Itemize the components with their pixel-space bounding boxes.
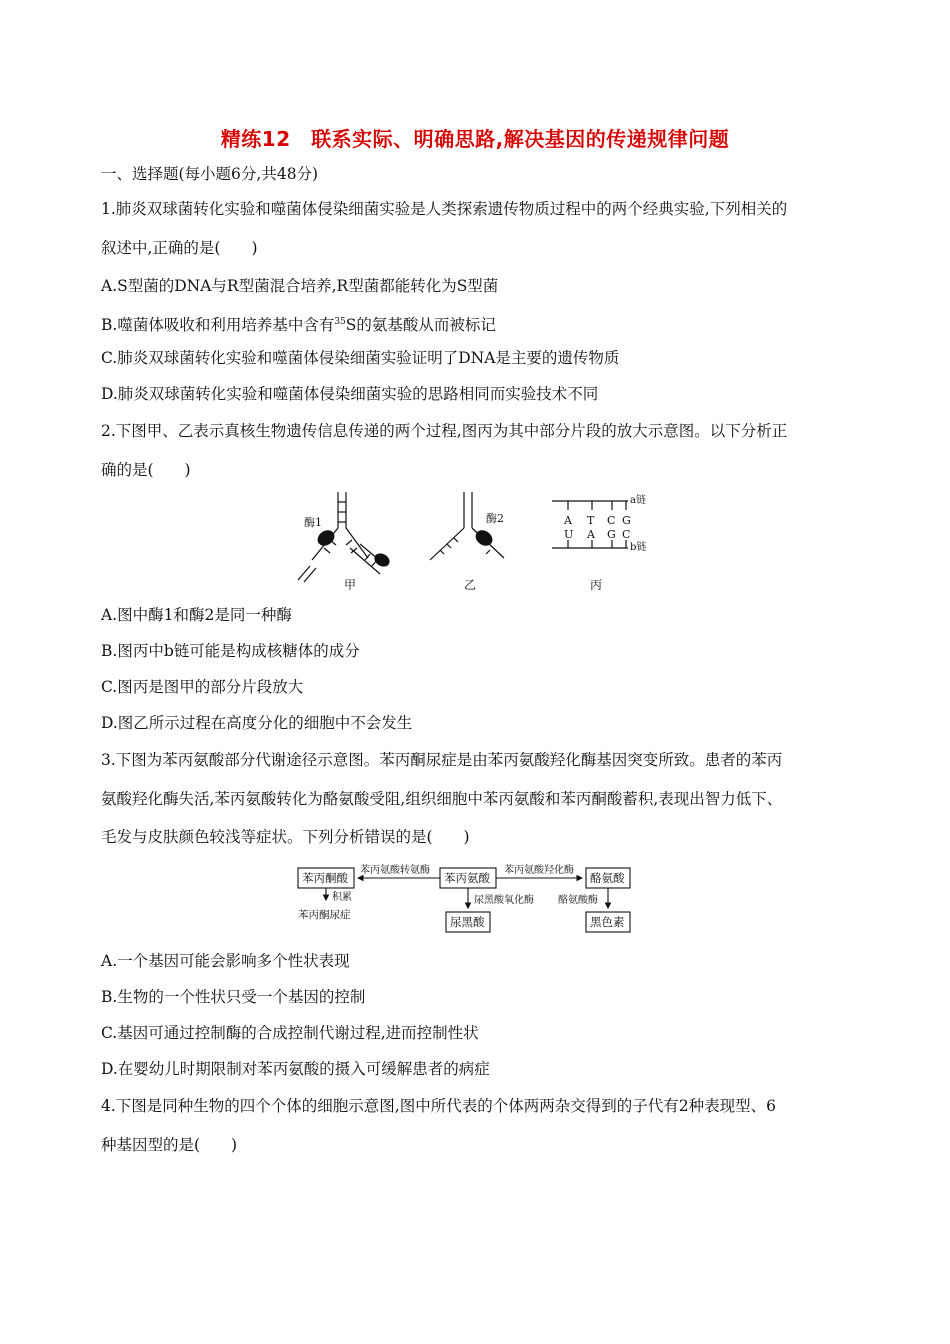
page-title: 精练12 联系实际、明确思路,解决基因的传递规律问题 (220, 127, 730, 151)
section-heading: 一、选择题(每小题6分,共48分) (101, 165, 319, 183)
label-accumulate: 积累 (332, 892, 352, 903)
q1-option-b-sup: 35 (334, 317, 346, 327)
label-yi: 乙 (464, 578, 477, 592)
base-bottom-4: C (622, 528, 631, 541)
q1-stem-line2: 叙述中,正确的是( ) (101, 239, 258, 257)
label-tyrosinase: 酪氨酸酶 (558, 895, 598, 906)
q3-option-a: A.一个基因可能会影响多个性状表现 (101, 952, 350, 970)
base-bottom-3: G (607, 528, 616, 541)
label-transaminase: 苯丙氨酸转氨酶 (360, 865, 430, 876)
q3-option-d: D.在婴幼儿时期限制对苯丙氨酸的摄入可缓解患者的病症 (101, 1060, 490, 1078)
q1-option-b-pre: B.噬菌体吸收和利用培养基中含有 (101, 316, 335, 335)
enzyme2-shape (473, 527, 496, 549)
panel-jia (298, 492, 384, 582)
node-phenylpyruvate: 苯丙酮酸 (302, 871, 348, 885)
q3-option-b: B.生物的一个性状只受一个基因的控制 (101, 988, 366, 1006)
q1-option-b-post: S的氨基酸从而被标记 (345, 316, 496, 335)
q1-option-d: D.肺炎双球菌转化实验和噬菌体侵染细菌实验的思路相同而实验技术不同 (101, 385, 599, 403)
enzyme1-shape (315, 527, 338, 549)
q2-option-c: C.图丙是图甲的部分片段放大 (101, 678, 304, 696)
q1-option-a: A.S型菌的DNA与R型菌混合培养,R型菌都能转化为S型菌 (101, 277, 499, 295)
label-jia: 甲 (344, 578, 357, 592)
label-hga-oxidase: 尿黑酸氧化酶 (474, 895, 534, 906)
q2-option-b: B.图丙中b链可能是构成核糖体的成分 (101, 642, 360, 660)
a-chain-label: a链 (630, 495, 646, 506)
b-chain-label: b链 (630, 542, 647, 553)
node-homogentisate: 尿黑酸 (450, 915, 485, 929)
q2-stem-line2: 确的是( ) (101, 461, 191, 479)
q4-stem-line2: 种基因型的是( ) (101, 1136, 238, 1154)
q1-option-c: C.肺炎双球菌转化实验和噬菌体侵染细菌实验证明了DNA是主要的遗传物质 (101, 349, 620, 367)
label-hydroxylase: 苯丙氨酸羟化酶 (504, 865, 574, 876)
q3-option-c: C.基因可通过控制酶的合成控制代谢过程,进而控制性状 (101, 1024, 479, 1042)
enzyme2-label: 酶2 (486, 512, 504, 525)
q4-stem-line1: 4.下图是同种生物的四个个体的细胞示意图,图中所代表的个体两两杂交得到的子代有2种表现型、6 (101, 1097, 776, 1115)
node-melanin: 黑色素 (590, 915, 625, 929)
base-top-2: T (587, 514, 595, 527)
base-top-4: G (622, 514, 631, 527)
q3-stem-line3: 毛发与皮肤颜色较浅等症状。下列分析错误的是( ) (101, 828, 470, 846)
node-tyrosine: 酪氨酸 (590, 871, 625, 885)
q1-option-b (101, 312, 861, 335)
base-bottom-2: A (587, 528, 595, 541)
q3-stem-line2: 氨酸羟化酶失活,苯丙氨酸转化为酪氨酸受阻,组织细胞中苯丙氨酸和苯丙酮酸蓄积,表现出智力低下、 (101, 790, 783, 808)
q2-stem-line1: 2.下图甲、乙表示真核生物遗传信息传递的两个过程,图丙为其中部分片段的放大示意图。以下分析正 (101, 422, 788, 440)
label-pku: 苯丙酮尿症 (298, 909, 351, 921)
q3-stem-line1: 3.下图为苯丙氨酸部分代谢途径示意图。苯丙酮尿症是由苯丙氨酸羟化酶基因突变所致。患者的苯丙 (101, 751, 783, 769)
enzyme-shape (372, 551, 392, 569)
label-bing: 丙 (590, 578, 603, 592)
panel-yi (430, 492, 504, 560)
q2-option-a: A.图中酶1和酶2是同一种酶 (101, 606, 292, 624)
base-bottom-1: U (564, 528, 574, 541)
q2-option-d: D.图乙所示过程在高度分化的细胞中不会发生 (101, 714, 413, 732)
q2-figure (290, 488, 660, 594)
node-phenylalanine: 苯丙氨酸 (444, 871, 490, 885)
q3-pathway-figure (296, 860, 636, 936)
base-top-1: A (564, 514, 572, 527)
q1-stem-line1: 1.肺炎双球菌转化实验和噬菌体侵染细菌实验是人类探索遗传物质过程中的两个经典实验,下列相关的 (101, 200, 788, 218)
enzyme1-label: 酶1 (304, 516, 322, 529)
base-top-3: C (607, 514, 616, 527)
